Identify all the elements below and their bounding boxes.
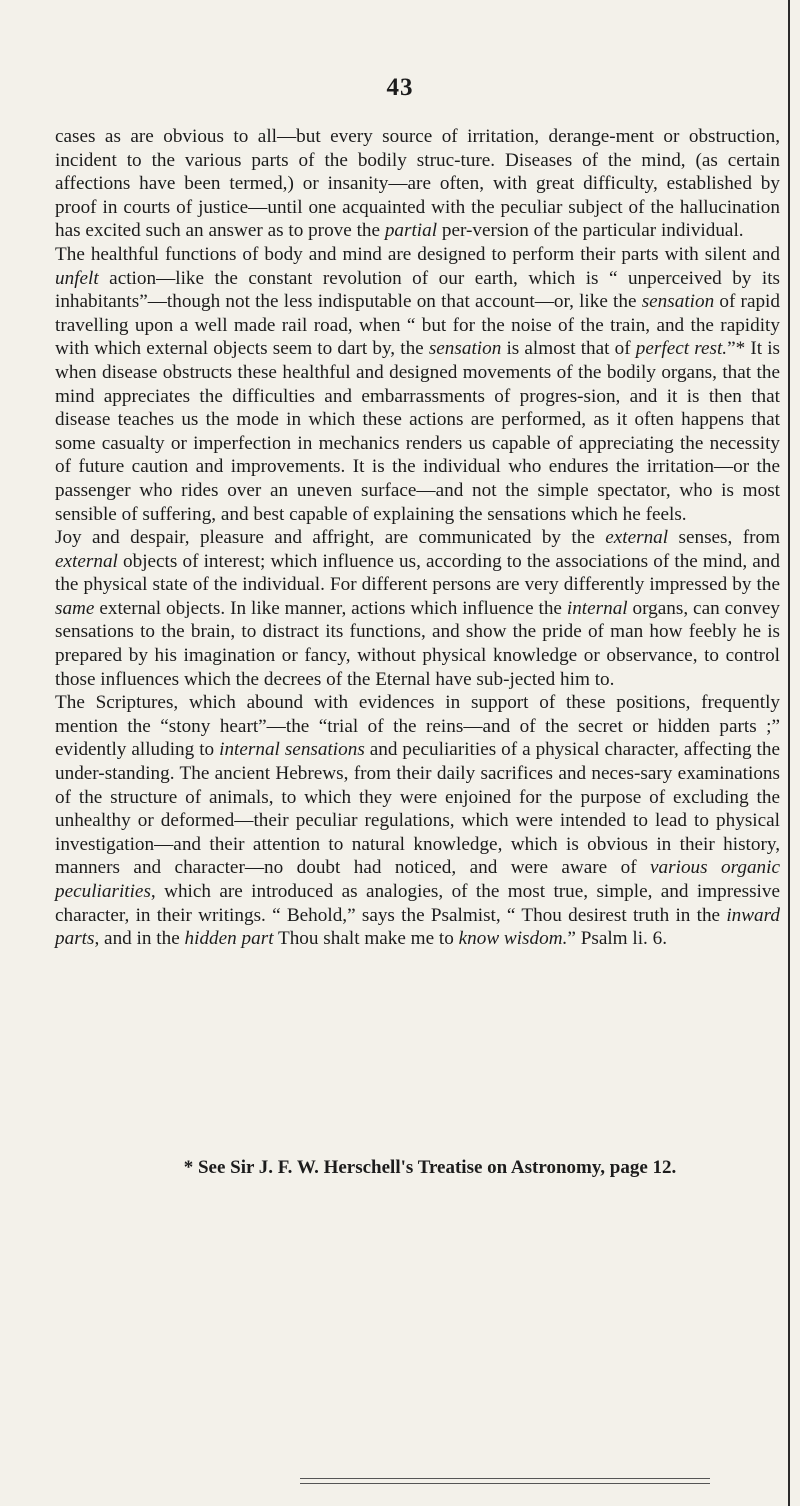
text-run: , and in the <box>94 928 185 950</box>
text-run: external objects. In like manner, actions which influence the <box>94 597 567 619</box>
bottom-rule <box>300 1483 710 1484</box>
body-text <box>55 125 780 951</box>
text-run: Thou shalt make me to <box>273 928 459 950</box>
italic-text: external <box>55 550 118 572</box>
paragraph-2 <box>55 243 780 526</box>
italic-text: sensation <box>641 291 715 313</box>
italic-text: internal sensations <box>219 739 365 761</box>
italic-text: internal <box>566 597 628 619</box>
italic-text: perfect rest. <box>635 338 728 360</box>
page-edge-line <box>788 0 790 1506</box>
bottom-rule-lines <box>300 1478 710 1500</box>
italic-text: partial <box>384 220 438 242</box>
italic-text: external <box>605 527 669 549</box>
footnote: * See Sir J. F. W. Herschell's Treatise on Astronomy, page 12. <box>183 1157 677 1178</box>
text-run: and peculiarities of a physical character, affecting the under-standing. The ancient Hebrews, from their daily sacrifices and neces-sary examinations of the structure of animals, to which they were enjoined for the purpose of excluding the unhealthy or deformed—their peculiar regulations, which were intended to lead to physical investigation—and their attention to natural knowledge, which is obvious in their history, manners and character—no doubt had noticed, and were aware of <box>55 739 781 879</box>
text-run: is almost that of <box>501 338 636 360</box>
text-run: , which are introduced as analogies, of the most true, simple, and impressive character, in their writings. “ Behold,” says the Psalmist, “ Thou desirest truth in the <box>55 881 780 926</box>
text-run: The healthful functions of body and mind are designed to perform their parts with silent and <box>55 243 780 265</box>
italic-text: inward parts <box>55 904 780 950</box>
paragraph-1 <box>55 125 780 243</box>
text-run: ” Psalm li. 6. <box>567 928 668 950</box>
italic-text: various organic peculiarities <box>55 857 780 902</box>
italic-text: hidden part <box>184 928 274 950</box>
text-run: of rapid travelling upon a well made rail road, when “ but for the noise of the train, and the rapidity with which external objects seem to dart by, the <box>55 291 780 360</box>
italic-text: unfelt <box>55 267 99 289</box>
text-run: cases as are obvious to all—but every source of irritation, derange-ment or obstruction, incident to the various parts of the bodily struc-ture. Diseases of the mind, (as certain affections have been termed,) or insanity—are often, with great difficulty, established by proof in courts of justice—until one acquainted with the peculiar subject of the hallucination has excited such an answer as to prove the <box>55 126 780 242</box>
text-run: action—like the constant revolution of our earth, which is “ unperceived by its inhabitants”—though not the less indisputable on that account—or, like the <box>55 267 780 313</box>
text-run: organs, can convey sensations to the brain, to distract its functions, and show the pride of man how feebly he is prepared by his imagination or fancy, without physical knowledge or observance, to control those influences which the decrees of the Eternal have sub-jected him to. <box>55 597 780 690</box>
text-run: per-version of the particular individual. <box>437 220 744 242</box>
paragraph-3 <box>55 526 780 691</box>
italic-text: know wisdom. <box>458 928 568 950</box>
italic-text: same <box>55 597 95 619</box>
text-run: Joy and despair, pleasure and affright, are communicated by the <box>55 527 606 549</box>
text-run: The Scriptures, which abound with evidences in support of these positions, frequently mention the “stony heart”—the “trial of the reins—and of the secret or hidden parts ;” evidently alluding to <box>55 692 780 761</box>
paragraph-4 <box>55 691 780 951</box>
page-number: 43 <box>386 74 414 101</box>
bottom-rule <box>300 1478 710 1479</box>
text-run: senses, from <box>668 527 780 549</box>
text-run: ”* It is when disease obstructs these healthful and designed movements of the bodily organs, that the mind appreciates the difficulties and embarrassments of progres-sion, and it is then that disease teaches us the mode in which these actions are performed, as it often happens that some casualty or imperfection in mechanics renders us capable of appreciating the necessity of future caution and improvements. It is the individual who endures the irritation—or the passenger who rides over an uneven surface—and not the simple spectator, who is most sensible of suffering, and best capable of explaining the sensations which he feels. <box>55 338 781 525</box>
italic-text: sensation <box>428 338 502 360</box>
text-run: objects of interest; which influence us, according to the associations of the mind, and the physical state of the individual. For different persons are very differently impressed by the <box>55 550 780 596</box>
